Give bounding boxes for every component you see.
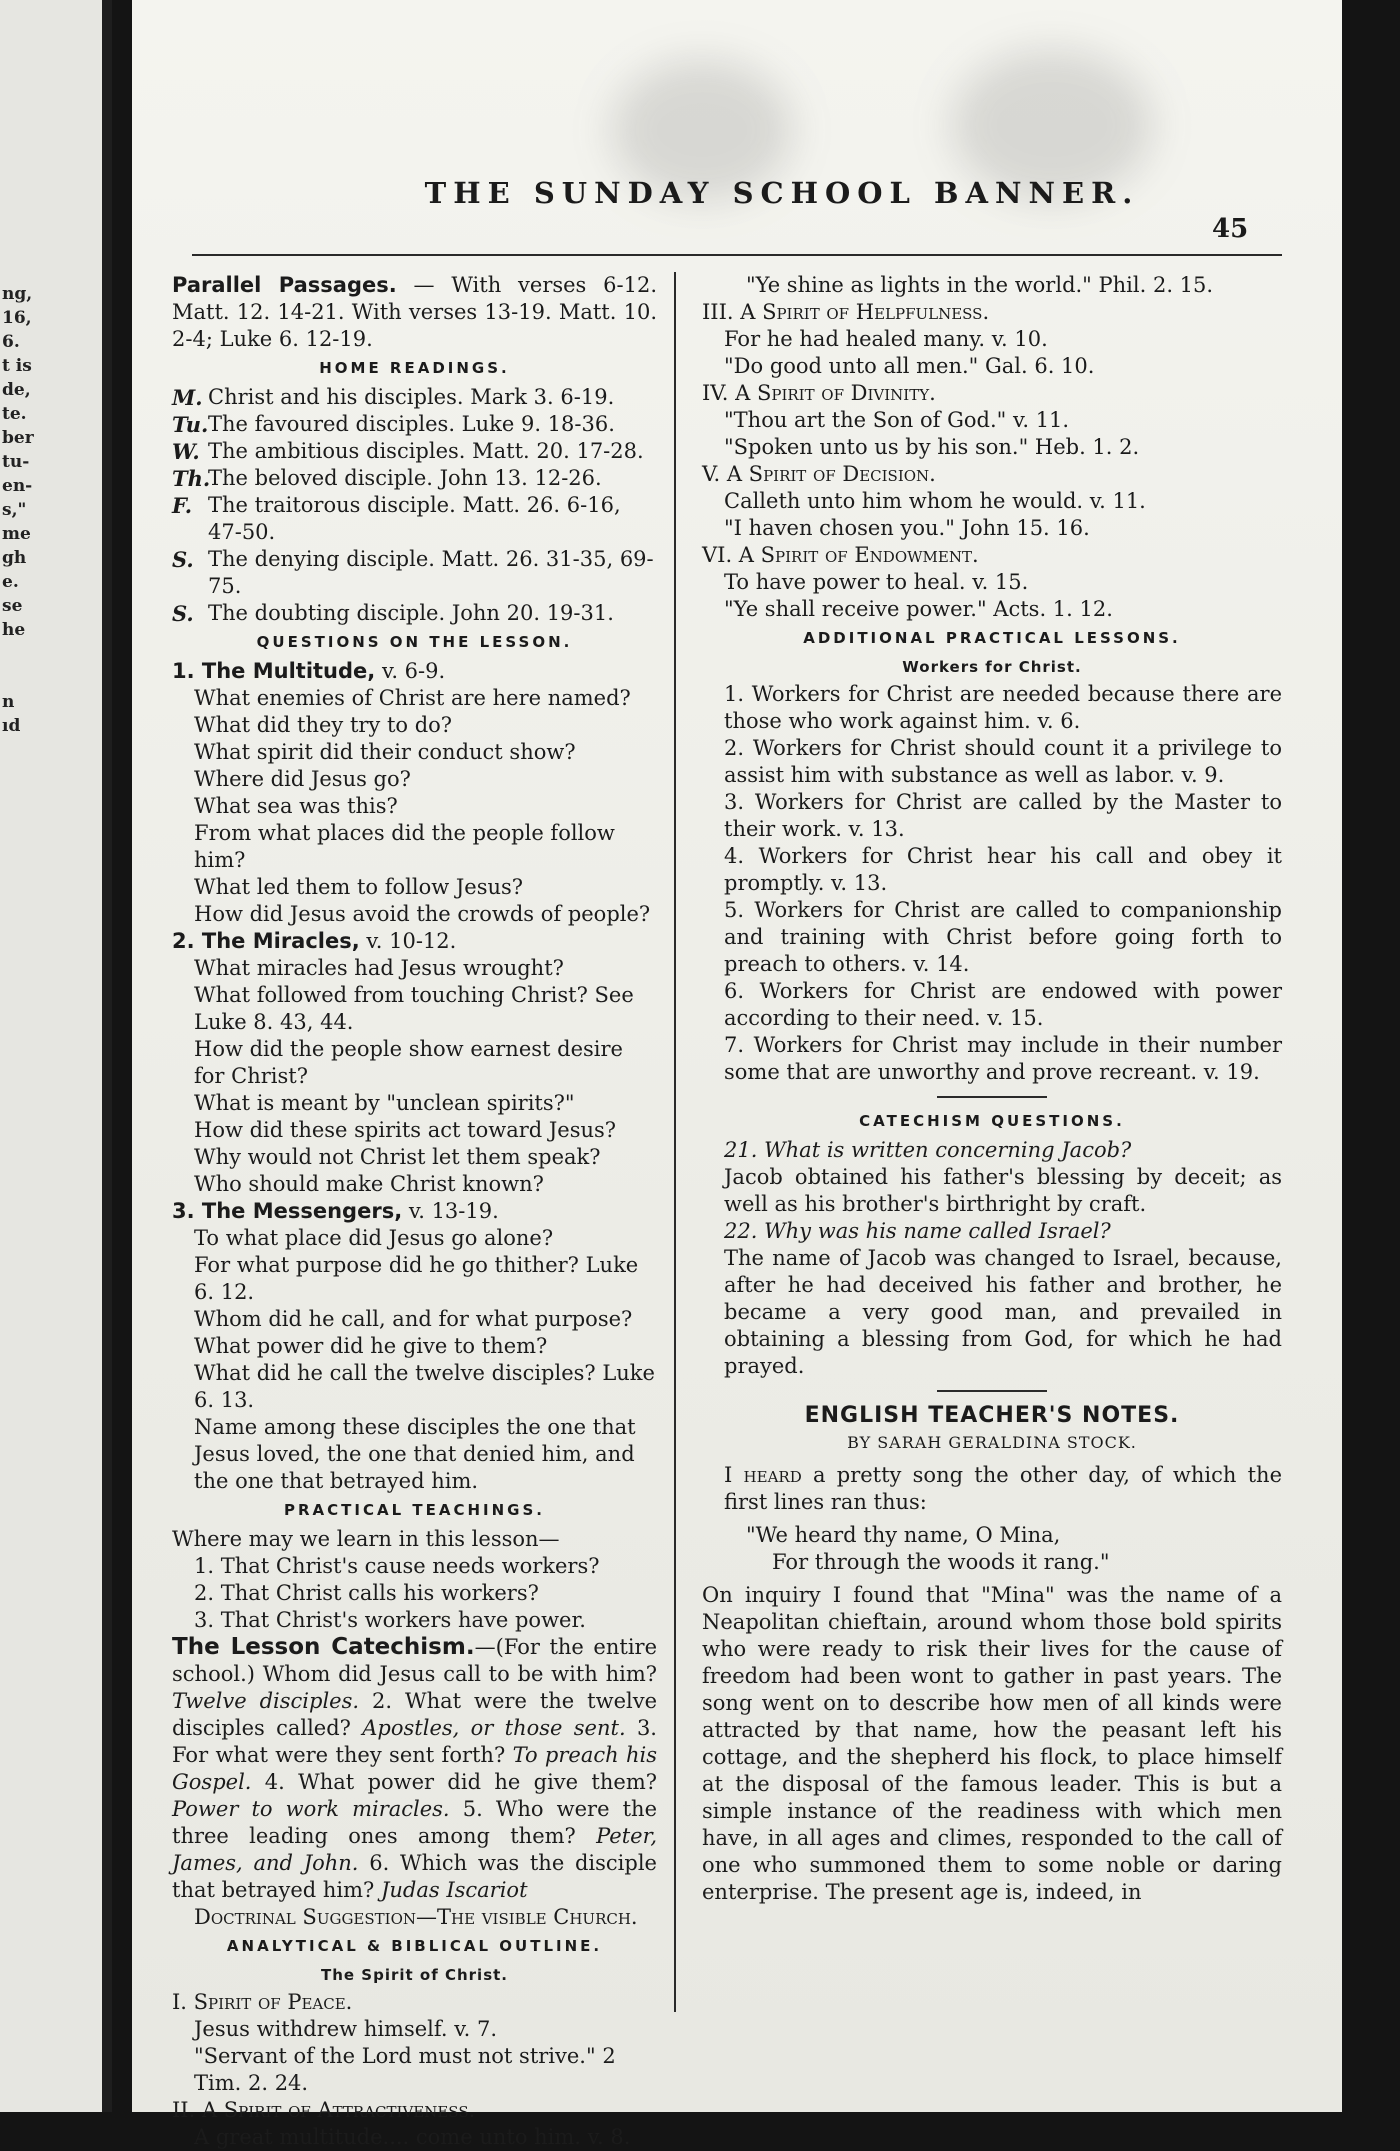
catechism-question: —(For the entire school.) Whom did Jesus call to be with him? [172,1635,657,1686]
practical-list [172,1553,657,1634]
question-section-ref: v. 13-19. [402,1199,499,1223]
worker-lesson: 1. Workers for Christ are needed because there are those who work against him. v. 6. [724,682,1282,733]
lesson-catechism [172,1634,657,1904]
facing-page [0,0,112,2112]
outline-item: "Thou art the Son of God." v. 11. [724,408,1070,432]
question-section-label: 1. The Multitude, [172,659,376,683]
outline-title: V. A Spirit of Decision. [702,462,936,486]
question-section-label: 2. The Miracles, [172,929,360,953]
catechism-answer: Power to work miracles. [172,1797,450,1821]
section-divider [937,1096,1047,1098]
question: What enemies of Christ are here named? [194,686,631,710]
question-section-title [172,928,657,955]
facing-page-fragment: de, [2,380,31,400]
question-list [172,685,657,928]
question-section-title [172,658,657,685]
home-reading-text: The beloved disciple. John 13. 12-26. [208,466,602,490]
home-reading-day: W. [172,439,200,464]
outline-item: For he had healed many. v. 10. [724,327,1048,351]
home-readings-list [172,384,657,627]
catechism-answer: Twelve disciples. [172,1689,360,1713]
facing-page-fragment: se [2,596,23,616]
outline-item: Jesus withdrew himself. v. 7. [194,2017,498,2041]
catechism-answer: Judas Iscariot [380,1878,528,1902]
workers-heading: Workers for Christ. [902,658,1082,676]
question: What did he call the twelve disciples? Luke 6. 13. [194,1361,655,1412]
question: What led them to follow Jesus? [194,875,524,899]
facing-page-fragment: tu- [2,452,30,472]
doctrinal-suggestion: Doctrinal Suggestion—The visible Church. [194,1905,638,1929]
question: Whom did he call, and for what purpose? [194,1307,633,1331]
home-reading-day: S. [172,601,194,626]
practical-item: 3. That Christ's workers have power. [194,1608,586,1632]
question: For what purpose did he go thither? Luke 6. 12. [194,1253,639,1304]
catechism-question: 6. Which was the disciple that betrayed him? [172,1851,657,1902]
outline-item: To have power to heal. v. 15. [724,570,1029,594]
facing-page-fragment: 16, [2,308,32,328]
question: What power did he give to them? [194,1334,548,1358]
catechism-answer: Peter, James, and John. [172,1824,657,1875]
catechism-answer: To preach his Gospel. [172,1743,657,1794]
catechism-answer: The name of Jacob was changed to Israel, because, after he had deceived his father and brother, he became a very good man, and prevailed in obtaining a blessing from God, for which he had prayed. [724,1246,1282,1378]
outline-item: A great multitude.... come unto him. v. 8. [194,2125,631,2149]
question: Name among these disciples the one that Jesus loved, the one that denied him, and the one that betrayed him. [194,1415,636,1493]
catechism-question: 2. What were the twelve disciples called? [172,1689,658,1740]
catechism-question: 3. For what were they sent forth? [172,1716,657,1767]
home-reading-day: Th. [172,466,211,491]
facing-page-fragment: ng, [2,284,33,304]
catechism-questions-heading: CATECHISM QUESTIONS. [859,1112,1125,1130]
home-reading-text: The traitorous disciple. Matt. 26. 6-16, 47-50. [208,493,621,544]
analytical-heading: ANALYTICAL & BIBLICAL OUTLINE. [226,1937,603,1955]
outline-item: "Ye shine as lights in the world." Phil. 2. 15. [746,273,1214,297]
facing-page-fragment: te. [2,404,27,424]
lesson-catechism-label: The Lesson Catechism. [172,1634,475,1660]
catechism-question: 21. What is written concerning Jacob? [724,1138,1132,1162]
outline-title: III. A Spirit of Helpfulness. [702,300,990,324]
home-reading-text: Christ and his disciples. Mark 3. 6-19. [208,385,615,409]
worker-lesson: 3. Workers for Christ are called by the Master to their work. v. 13. [724,790,1282,841]
outline-items [702,569,1282,623]
home-reading-row [172,492,657,546]
facing-page-fragment: gh [2,548,27,568]
outline-item: "Ye shall receive power." Acts. 1. 12. [724,597,1113,621]
page-gutter-shadow [102,0,112,2112]
questions-heading: QUESTIONS ON THE LESSON. [256,633,573,651]
practical-intro: Where may we learn in this lesson— [172,1527,560,1551]
worker-lesson: 2. Workers for Christ should count it a privilege to assist him with substance as well as labor. v. 9. [724,736,1282,787]
question-list [172,1225,657,1495]
section-divider [937,1390,1047,1392]
home-reading-day: M. [172,385,203,410]
home-reading-day: S. [172,547,194,572]
outline-item: "I haven chosen you." John 15. 16. [724,516,1090,540]
catechism-question: 22. Why was his name called Israel? [724,1219,1111,1243]
home-reading-row [172,411,657,438]
question: What sea was this? [194,794,398,818]
home-reading-row [172,600,657,627]
question: What did they try to do? [194,713,453,737]
facing-page-fragment: t is [2,356,32,376]
outline-items [702,326,1282,380]
outline-title: II. A Spirit of Attractiveness. [172,2098,476,2122]
outline-title: VI. A Spirit of Endowment. [702,543,979,567]
facing-page-fragment: s," [2,500,27,520]
question: Where did Jesus go? [194,767,411,791]
home-reading-row [172,465,657,492]
worker-lesson: 7. Workers for Christ may include in their number some that are unworthy and prove recreant. v. 19. [724,1033,1282,1084]
home-reading-text: The denying disciple. Matt. 26. 31-35, 69-75. [208,547,654,598]
notes-drop-words: I heard [724,1463,802,1487]
question: How did these spirits act toward Jesus? [194,1118,617,1142]
home-reading-row [172,438,657,465]
question: From what places did the people follow him? [194,821,615,872]
parallel-passages [172,272,657,353]
facing-page-fragment: e. [2,572,19,592]
page [132,0,1342,2149]
verse-line: "We heard thy name, O Mina, [746,1523,1061,1547]
question: What spirit did their conduct show? [194,740,576,764]
worker-lesson: 4. Workers for Christ hear his call and obey it promptly. v. 13. [724,844,1282,895]
question: What is meant by "unclean spirits?" [194,1091,575,1115]
practical-heading: PRACTICAL TEACHINGS. [284,1501,545,1519]
home-reading-text: The doubting disciple. John 20. 19-31. [208,601,614,625]
question: What followed from touching Christ? See Luke 8. 43, 44. [194,983,634,1034]
parallel-passages-text: — With verses 6-12. Matt. 12. 14-21. With verses 13-19. Matt. 10. 2-4; Luke 6. 12-19. [172,273,657,351]
additional-heading: ADDITIONAL PRACTICAL LESSONS. [803,629,1181,647]
outline-title: I. Spirit of Peace. [172,1990,353,2014]
question-section-title [172,1198,657,1225]
parallel-passages-label: Parallel Passages. [172,273,397,297]
facing-page-fragment: n [2,692,15,712]
notes-intro [702,1462,1282,1516]
question: Why would not Christ let them speak? [194,1145,601,1169]
practical-item: 2. That Christ calls his workers? [194,1581,539,1605]
outline-items [702,407,1282,461]
outline-item: "Servant of the Lord must not strive." 2 Tim. 2. 24. [194,2044,616,2095]
spirit-heading: The Spirit of Christ. [321,1966,508,1984]
notes-body: On inquiry I found that "Mina" was the name of a Neapolitan chieftain, around whom those bold spirits who were ready to risk their lives for the cause of freedom had been wont to gather in past years. The song went on to describe how men of all kinds were attracted by that name, how the peasant left his cottage, and the shepherd his flock, to place himself at the disposal of the famous leader. This is but a simple instance of the readiness with which men have, in all ages and climes, responded to the call of one who summoned them to some noble or daring enterprise. The present age is, indeed, in [702,1583,1282,1904]
outline-item: Calleth unto him whom he would. v. 11. [724,489,1146,513]
workers-list [702,681,1282,1086]
question-section-ref: v. 10-12. [359,929,457,953]
right-column [702,272,1282,1906]
page-number: 45 [1212,214,1249,244]
catechism-answer: Apostles, or those sent. [362,1716,626,1740]
outline-item: "Do good unto all men." Gal. 6. 10. [724,354,1095,378]
home-reading-text: The favoured disciples. Luke 9. 18-36. [208,412,615,436]
facing-page-fragment: ber [2,428,34,448]
notes-intro-text: a pretty song the other day, of which the first lines ran thus: [724,1463,1283,1514]
catechism-answer: Jacob obtained his father's blessing by deceit; as well as his brother's birthright by craft. [724,1165,1282,1216]
lesson-catechism-text [172,1635,657,1902]
outline-item: "Spoken unto us by his son." Heb. 1. 2. [724,435,1140,459]
catechism-question: 4. What power did he give them? [251,1770,657,1794]
byline: BY SARAH GERALDINA STOCK. [847,1433,1137,1452]
catechism-question: 5. Who were the three leading ones among them? [172,1797,657,1848]
home-reading-day: F. [172,493,193,518]
question: What miracles had Jesus wrought? [194,956,564,980]
worker-lesson: 5. Workers for Christ are called to companionship and training with Christ before going forth to preach to others. v. 14. [724,898,1282,976]
running-header: THE SUNDAY SCHOOL BANNER. [424,176,1140,210]
home-reading-day: Tu. [172,412,209,437]
outline-title: IV. A Spirit of Divinity. [702,381,936,405]
outline-items [702,488,1282,542]
worker-lesson: 6. Workers for Christ are endowed with power according to their need. v. 15. [724,979,1282,1030]
facing-page-fragment: en- [2,476,33,496]
verse-line: For through the woods it rang." [772,1550,1110,1574]
question: To what place did Jesus go alone? [194,1226,554,1250]
home-reading-row [172,384,657,411]
question: How did Jesus avoid the crowds of people? [194,902,651,926]
english-notes-heading: ENGLISH TEACHER'S NOTES. [804,1403,1180,1428]
facing-page-fragment: 6. [2,332,20,352]
outline-items [172,2016,657,2097]
practical-item: 1. That Christ's cause needs workers? [194,1554,600,1578]
home-readings-heading: HOME READINGS. [319,359,510,377]
question: How did the people show earnest desire for Christ? [194,1037,623,1088]
header-rule [192,254,1282,256]
question-list [172,955,657,1198]
question: Who should make Christ known? [194,1172,544,1196]
outline-items [172,2124,657,2151]
column-rule [674,272,676,2012]
home-reading-text: The ambitious disciples. Matt. 20. 17-28. [208,439,644,463]
question-section-ref: v. 6-9. [375,659,446,683]
facing-page-fragment: me [2,524,31,544]
facing-page-fragment: he [2,620,26,640]
home-reading-row [172,546,657,600]
question-section-label: 3. The Messengers, [172,1199,403,1223]
facing-page-fragment: ıd [2,716,21,736]
left-column [172,272,657,2151]
